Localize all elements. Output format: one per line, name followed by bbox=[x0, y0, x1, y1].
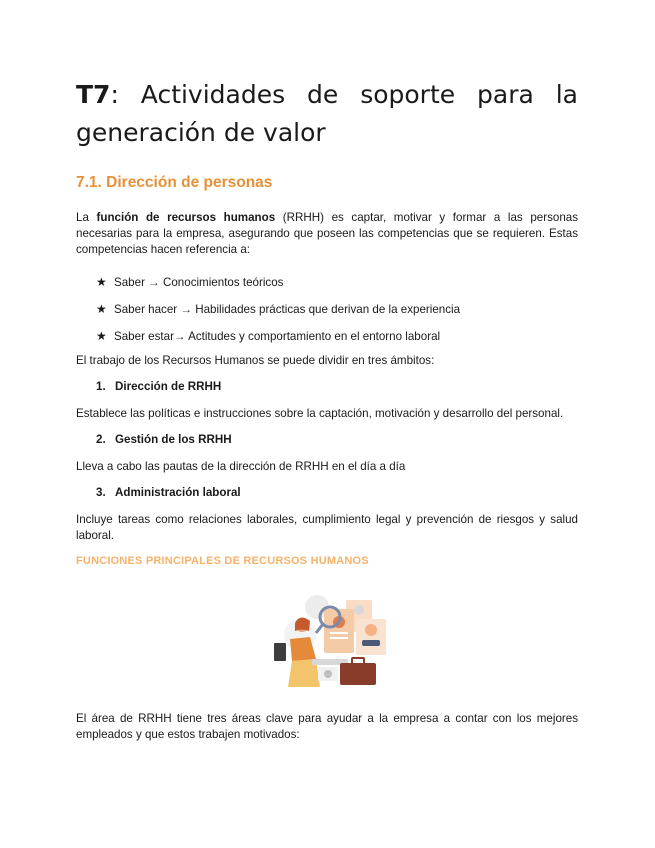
star-icon: ★ bbox=[96, 302, 107, 316]
title-word: Actividades bbox=[140, 80, 286, 109]
ambito-description: Establece las políticas e instrucciones sobre la captación, motivación y desarrollo del personal. bbox=[76, 407, 564, 420]
list-item: ★ Saber hacer → Habilidades prácticas que derivan de la experiencia bbox=[96, 302, 461, 316]
star-icon: ★ bbox=[96, 329, 107, 343]
intro-bold-term: función de recursos humanos bbox=[96, 211, 276, 224]
star-icon: ★ bbox=[96, 275, 107, 289]
ambito-heading: 2. Gestión de los RRHH bbox=[96, 433, 232, 446]
title-line2: generación de valor bbox=[76, 118, 326, 147]
ambito-description: Lleva a cabo las pautas de la dirección de RRHH en el día a día bbox=[76, 460, 406, 473]
list-item: ★ Saber estar→ Actitudes y comportamiento en el entorno laboral bbox=[96, 329, 441, 343]
title-separator: : bbox=[110, 80, 119, 109]
closing-paragraph: El área de RRHH tiene tres áreas clave para ayudar a la empresa a contar con los mejores empleados y que estos trabajen motivados: bbox=[76, 712, 578, 741]
title-prefix: T7 bbox=[76, 80, 111, 109]
hr-recruitment-illustration bbox=[262, 595, 396, 690]
ambito-heading: 3. Administración laboral bbox=[96, 486, 241, 499]
competencias-list bbox=[96, 274, 460, 355]
page-title bbox=[76, 76, 578, 152]
list-item: ★ Saber → Conocimientos teóricos bbox=[96, 275, 284, 289]
ambitos-intro: El trabajo de los Recursos Humanos se puede dividir en tres ámbitos: bbox=[76, 354, 435, 367]
section-heading: 7.1. Dirección de personas bbox=[76, 174, 273, 191]
ambito-description: Incluye tareas como relaciones laborales, cumplimiento legal y prevención de riesgos y salud laboral. bbox=[76, 513, 578, 542]
funciones-heading: FUNCIONES PRINCIPALES DE RECURSOS HUMANOS bbox=[76, 555, 369, 567]
title-word: soporte bbox=[360, 80, 456, 109]
ambito-heading: 1. Dirección de RRHH bbox=[96, 380, 222, 393]
title-word: la bbox=[555, 80, 578, 109]
intro-paragraph: La función de recursos humanos (RRHH) es captar, motivar y formar a las personas necesarias para la empresa, asegurando que poseen las competencias que se requieren. Estas competencias hacen referencia a: bbox=[76, 211, 579, 256]
title-word: para bbox=[477, 80, 534, 109]
title-word: de bbox=[307, 80, 339, 109]
